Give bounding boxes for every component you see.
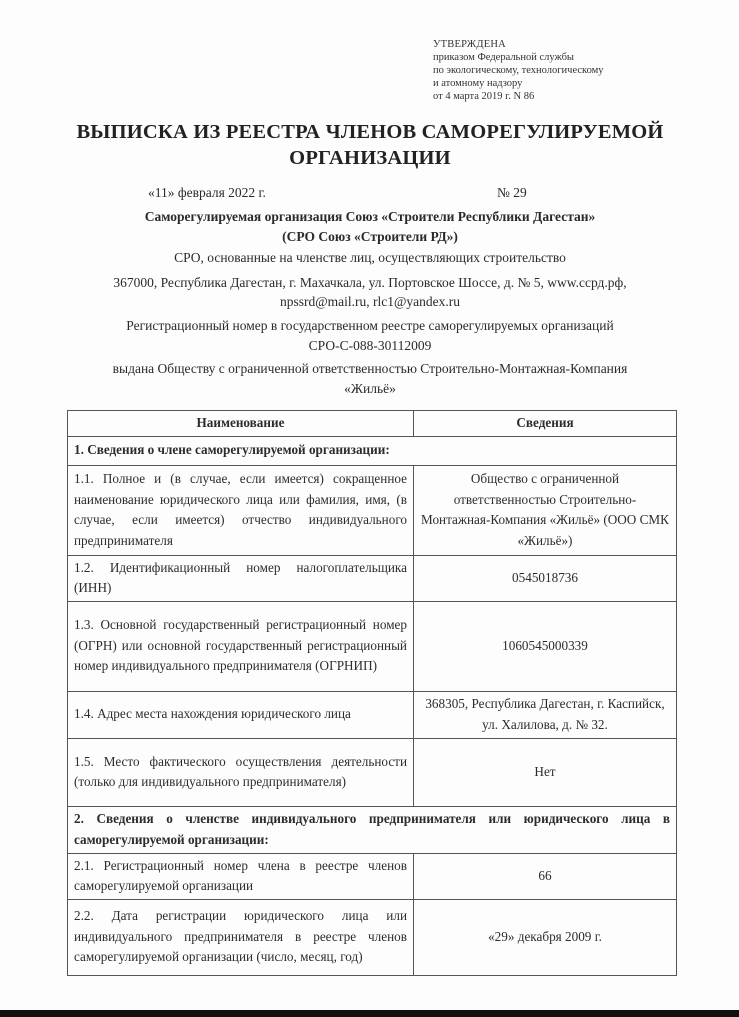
approval-line: и атомному надзору	[433, 78, 523, 89]
approval-stamp	[433, 38, 604, 103]
registry-label: Регистрационный номер в государственном реестре саморегулируемых организаций	[126, 318, 614, 333]
field-name: 2.2. Дата регистрации юридического лица или индивидуального предпринимателя в реестре членов саморегулируемой организации (число, месяц, год)	[68, 899, 414, 975]
table-row	[68, 899, 677, 975]
registry-number: СРО-С-088-30112009	[308, 338, 432, 353]
field-value: Общество с ограниченной ответственностью Строительно-Монтажная-Компания «Жильё» (ООО СМК «Жильё»)	[414, 465, 677, 555]
section-title: 2. Сведения о членстве индивидуального предпринимателя или юридического лица в саморегулируемой организации:	[68, 806, 677, 853]
title-line: ВЫПИСКА ИЗ РЕЕСТРА ЧЛЕНОВ САМОРЕГУЛИРУЕМОЙ	[76, 121, 664, 143]
section-row	[68, 806, 677, 853]
column-header-info: Сведения	[414, 411, 677, 437]
section-row	[68, 436, 677, 465]
approval-line: приказом Федеральной службы	[433, 52, 574, 63]
approval-line: по экологическому, технологическому	[433, 65, 604, 76]
address-line: 367000, Республика Дагестан, г. Махачкала, ул. Портовское Шоссе, д. № 5, www.ccрд.рф,	[113, 275, 627, 290]
field-value: «29» декабря 2009 г.	[414, 899, 677, 975]
field-value: Нет	[414, 738, 677, 806]
table-header-row	[68, 411, 677, 437]
issued-to-company: «Жильё»	[344, 381, 396, 396]
document-title	[60, 119, 680, 171]
column-header-name: Наименование	[68, 411, 414, 437]
field-name: 1.3. Основной государственный регистрационный номер (ОГРН) или основной государственный регистрационный номер индивидуального предпринимателя (ОГРНИП)	[68, 601, 414, 691]
field-value: 0545018736	[414, 555, 677, 601]
table-row	[68, 691, 677, 738]
registry-info	[60, 316, 680, 356]
org-name-line: Саморегулируемая организация Союз «Строители Республики Дагестан»	[144, 209, 596, 224]
approval-title: УТВЕРЖДЕНА	[433, 39, 506, 50]
org-address	[60, 273, 680, 311]
title-line: ОРГАНИЗАЦИИ	[289, 147, 451, 169]
section-title: 1. Сведения о члене саморегулируемой организации:	[68, 436, 677, 465]
table-row	[68, 601, 677, 691]
org-short-name: (СРО Союз «Строители РД»)	[282, 229, 458, 244]
table-row	[68, 465, 677, 555]
field-name: 1.4. Адрес места нахождения юридического лица	[68, 691, 414, 738]
field-name: 2.1. Регистрационный номер члена в реестре членов саморегулируемой организации	[68, 853, 414, 899]
field-name: 1.2. Идентификационный номер налогоплательщика (ИНН)	[68, 555, 414, 601]
org-type: СРО, основанные на членстве лиц, осуществляющих строительство	[174, 250, 566, 265]
scan-edge-band	[0, 1010, 739, 1017]
field-value: 66	[414, 853, 677, 899]
issued-to	[60, 359, 680, 399]
approval-line: от 4 марта 2019 г. N 86	[433, 91, 535, 102]
issued-to-line: выдана Обществу с ограниченной ответственностью Строительно-Монтажная-Компания	[112, 361, 628, 376]
issue-date: «11» февраля 2022 г.	[148, 185, 266, 200]
table-row	[68, 738, 677, 806]
registry-extract-table	[67, 410, 677, 976]
field-value: 368305, Республика Дагестан, г. Каспийск, ул. Халилова, д. № 32.	[414, 691, 677, 738]
field-name: 1.5. Место фактического осуществления деятельности (только для индивидуального предпринимателя)	[68, 738, 414, 806]
contact-emails: npssrd@mail.ru, rlc1@yandex.ru	[279, 294, 461, 309]
document-number: № 29	[497, 185, 527, 200]
organization-name	[60, 207, 680, 247]
table-row	[68, 853, 677, 899]
table-row	[68, 555, 677, 601]
field-value: 1060545000339	[414, 601, 677, 691]
field-name: 1.1. Полное и (в случае, если имеется) сокращенное наименование юридического лица или фамилия, имя, (в случае, если имеется) отчество индивидуального предпринимателя	[68, 465, 414, 555]
